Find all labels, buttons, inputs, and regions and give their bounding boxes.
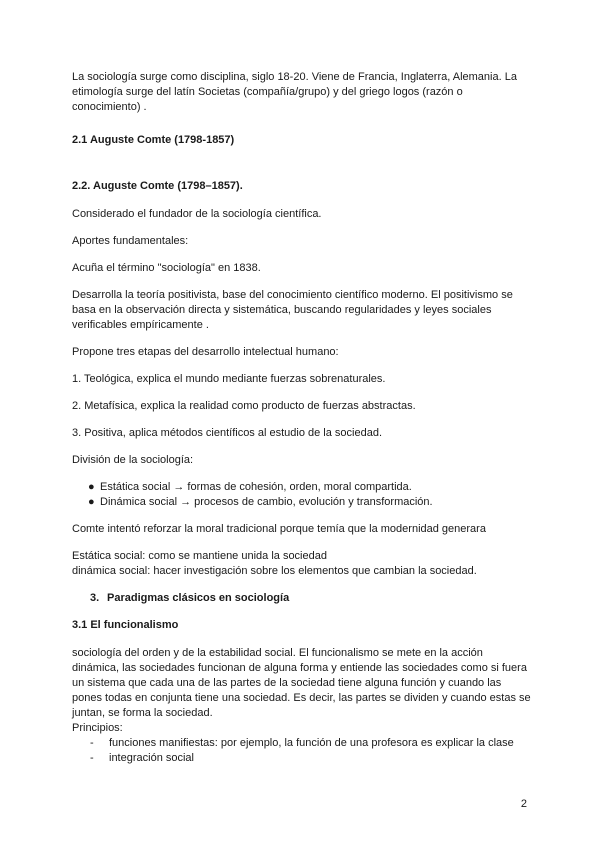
paragraph-acuna: Acuña el término "sociología" en 1838. [72,262,261,274]
paragraph-etapa-1: 1. Teológica, explica el mundo mediante fuerzas sobrenaturales. [72,373,386,385]
list-item-text: integración social [109,752,194,764]
heading-3 [72,591,532,606]
dash-icon: - [90,752,94,764]
list-item-text: Dinámica social → procesos de cambio, evolución y transformación. [100,496,433,508]
heading-2-2: 2.2. Auguste Comte (1798–1857). [72,180,243,192]
paragraph-etapa-3: 3. Positiva, aplica métodos científicos al estudio de la sociedad. [72,427,383,439]
list-item-text: funciones manifiestas: por ejemplo, la función de una profesora es explicar la clase [109,737,514,749]
intro-paragraph: La sociología surge como disciplina, siglo 18-20. Viene de Francia, Inglaterra, Alemania. La etimología surge del latín Societas (compañía/grupo) y del griego logos (razón o conocimiento) . [72,71,517,113]
list-item [72,736,532,751]
paragraph-estatica: Estática social: como se mantiene unida la sociedad [72,550,327,562]
bullet-list [72,480,532,510]
document-page [72,70,532,766]
list-item-text: Estática social → formas de cohesión, orden, moral compartida. [100,481,412,493]
paragraph-funcionalismo: sociología del orden y de la estabilidad social. El funcionalismo se mete en la acción dinámica, las sociedades funcionan de alguna forma y entiende las sociedades como si fuera un sistema que cada una de las partes de la sociedad tiene alguna función y cuando las pones todas en conjunta tiene una sociedad. Es decir, las partes se dividen y cuando estas se juntan, se forma la sociedad. [72,647,531,719]
paragraph-moral: Comte intentó reforzar la moral tradicional porque temía que la modernidad generara [72,523,486,535]
paragraph-dinamica: dinámica social: hacer investigación sobre los elementos que cambian la sociedad. [72,565,477,577]
heading-3-1: 3.1 El funcionalismo [72,619,179,631]
dash-list [72,736,532,766]
heading-3-number: 3. [90,592,100,604]
list-item [72,480,532,495]
paragraph-etapas: Propone tres etapas del desarrollo intelectual humano: [72,346,339,358]
dash-icon: - [90,737,94,749]
paragraph-etapa-2: 2. Metafísica, explica la realidad como producto de fuerzas abstractas. [72,400,416,412]
page-number: 2 [520,798,527,810]
paragraph-fundador: Considerado el fundador de la sociología científica. [72,208,322,220]
paragraph-principios: Principios: [72,722,123,734]
paragraph-aportes: Aportes fundamentales: [72,235,189,247]
list-item [72,495,532,510]
heading-3-text: Paradigmas clásicos en sociología [107,592,290,604]
list-item [72,751,532,766]
heading-2-1: 2.1 Auguste Comte (1798-1857) [72,134,235,146]
bullet-icon: ● [88,496,95,508]
paragraph-positivista: Desarrolla la teoría positivista, base del conocimiento científico moderno. El positivismo se basa en la observación directa y sistemática, buscando regularidades y leyes sociales verificables empíricamente . [72,289,513,331]
paragraph-division: División de la sociología: [72,454,194,466]
bullet-icon: ● [88,481,95,493]
